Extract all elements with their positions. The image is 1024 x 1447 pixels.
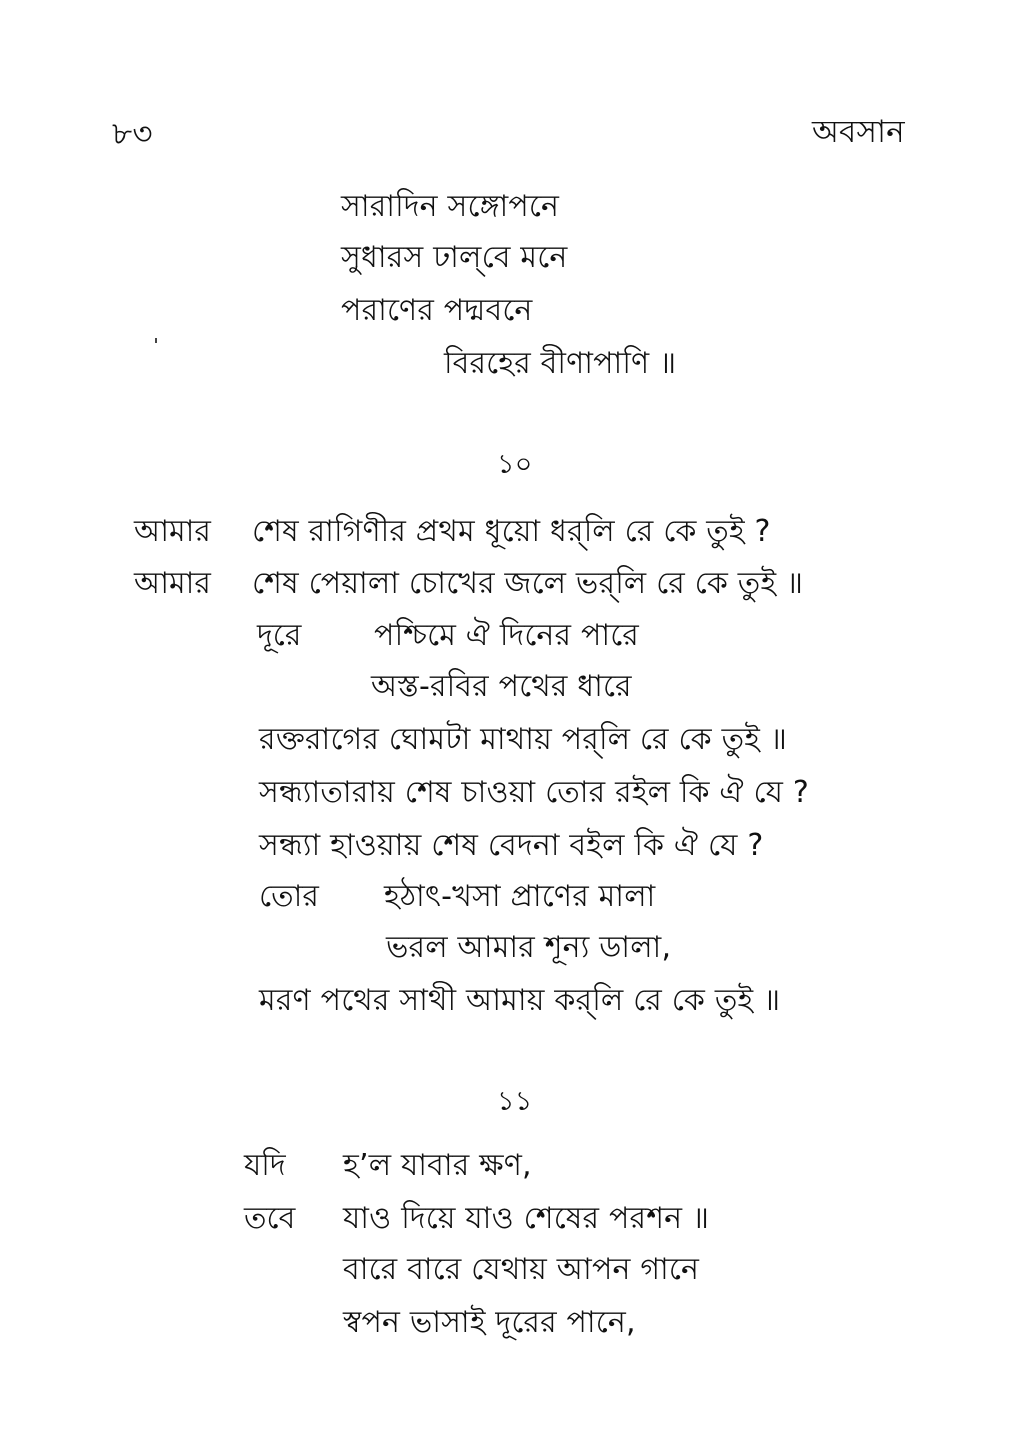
verse-line: শেষ পেয়ালা চোখের জলে ভর্‌লি রে কে তুই ॥ bbox=[252, 566, 804, 601]
line-lead-word: যদি bbox=[244, 1148, 286, 1183]
verse-line: যাও দিয়ে যাও শেষের পরশন ॥ bbox=[343, 1201, 710, 1236]
verse-line: বারে বারে যেথায় আপন গানে bbox=[343, 1252, 700, 1287]
verse-line: পশ্চিমে ঐ দিনের পারে bbox=[374, 618, 640, 653]
verse-line: সুধারস ঢাল্‌বে মনে bbox=[341, 240, 568, 275]
verse-line: স্বপন ভাসাই দূরের পানে, bbox=[343, 1305, 636, 1340]
line-lead-word: আমার bbox=[134, 566, 211, 601]
verse-line: রক্তরাগের ঘোমটা মাথায় পর্‌লি রে কে তুই ॥ bbox=[259, 722, 787, 757]
verse-line: বিরহের বীণাপাণি ॥ bbox=[444, 346, 677, 381]
line-lead-word: আমার bbox=[134, 514, 211, 549]
line-lead-word: দূরে bbox=[257, 618, 302, 653]
verse-line: সন্ধ্যা হাওয়ায় শেষ বেদনা বইল কি ঐ যে ? bbox=[259, 828, 764, 863]
line-lead-word: তোর bbox=[259, 879, 319, 914]
verse-line: মরণ পথের সাথী আমায় কর্‌লি রে কে তুই ॥ bbox=[259, 983, 781, 1018]
song-number: ১০ bbox=[497, 449, 533, 480]
verse-line: ভরল আমার শূন্য ডালা, bbox=[386, 930, 672, 965]
verse-line: সারাদিন সঙ্গোপনে bbox=[341, 189, 560, 224]
running-title: অবসান bbox=[812, 114, 905, 150]
verse-line: হ’ল যাবার ক্ষণ, bbox=[343, 1148, 532, 1183]
song-number: ১১ bbox=[497, 1086, 533, 1117]
verse-line: শেষ রাগিণীর প্রথম ধূয়ো ধর্‌লি রে কে তুই ? bbox=[252, 514, 771, 549]
verse-line: হঠাৎ-খসা প্রাণের মালা bbox=[384, 879, 656, 914]
verse-line: অস্ত-রবির পথের ধারে bbox=[371, 669, 632, 704]
page-number: ৮৩ bbox=[112, 116, 153, 152]
verse-line: পরাণের পদ্মবনে bbox=[341, 293, 533, 328]
verse-line: সন্ধ্যাতারায় শেষ চাওয়া তোর রইল কি ঐ যে ? bbox=[259, 775, 809, 810]
print-speck bbox=[155, 338, 157, 343]
line-lead-word: তবে bbox=[244, 1201, 296, 1236]
